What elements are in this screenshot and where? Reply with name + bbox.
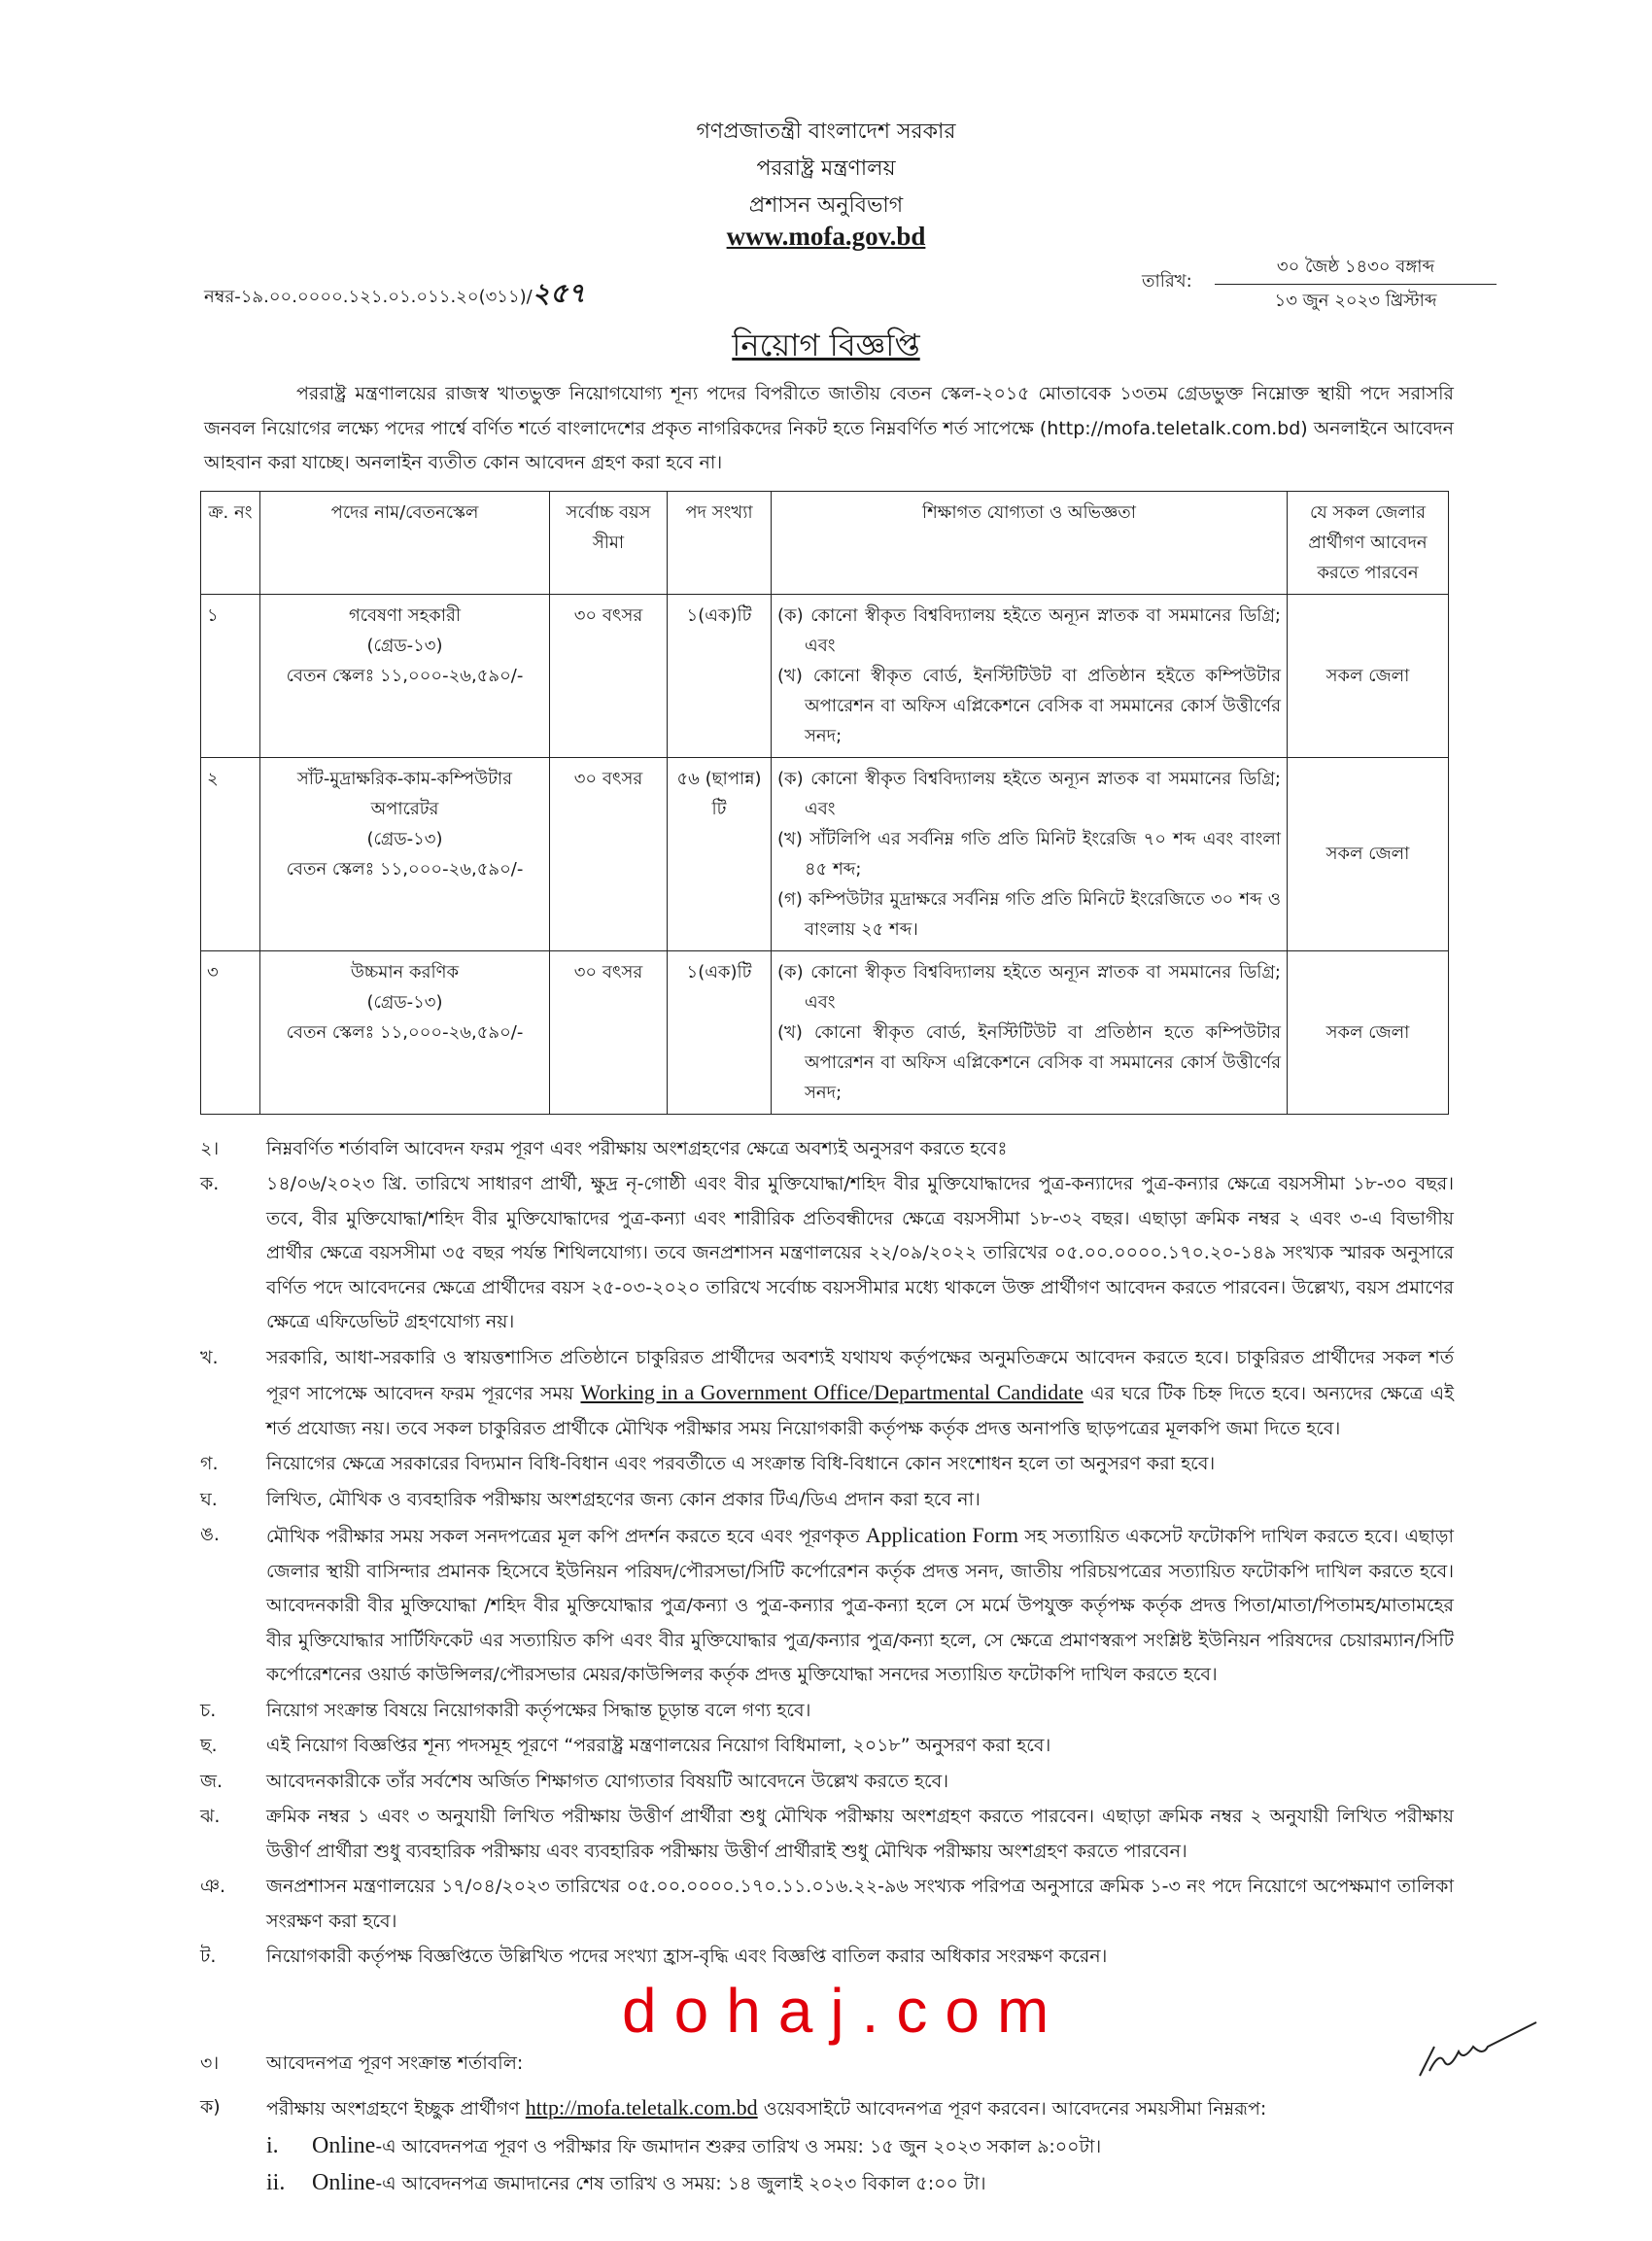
memo-number <box>204 272 585 318</box>
condition-label: ঞ. <box>200 1876 226 1897</box>
row-age: ৩০ বৎসর <box>550 950 668 1114</box>
qualification-item: (খ) কোনো স্বীকৃত বোর্ড, ইনস্টিটিউট বা প্রতিষ্ঠান হতে কম্পিউটার অপারেশন বা অফিস এপ্লিকেশনে বেসিক বা সমমানের কোর্স উত্তীর্ণের সনদ; <box>777 1021 1281 1103</box>
qualification-item: (খ) কোনো স্বীকৃত বোর্ড, ইনস্টিটিউট বা প্রতিষ্ঠান হইতে কম্পিউটার অপারেশন বা অফিস এপ্লিকেশনে বেসিক বা সমমানের কোর্স উত্তীর্ণের সনদ; <box>777 665 1281 746</box>
col-qualification: শিক্ষাগত যোগ্যতা ও অভিজ্ঞতা <box>772 491 1288 594</box>
qualification-item: (ক) কোনো স্বীকৃত বিশ্ববিদ্যালয় হইতে অন্যূন স্নাতক বা সমমানের ডিগ্রি; এবং <box>777 604 1281 656</box>
document-body <box>200 377 1454 2241</box>
row-age: ৩০ বৎসর <box>550 757 668 950</box>
row-qualification <box>772 757 1288 950</box>
col-age: সর্বোচ্চ বয়স সীমা <box>550 491 668 594</box>
condition-item <box>200 1447 1454 1482</box>
qualification-item: (ক) কোনো স্বীকৃত বিশ্ববিদ্যালয় হইতে অন্যূন স্নাতক বা সমমানের ডিগ্রি; এবং <box>777 768 1281 819</box>
col-serial: ক্র. নং <box>201 491 260 594</box>
condition-item <box>200 1518 1454 1693</box>
post-name: সাঁট-মুদ্রাক্ষরিক-কাম-কম্পিউটার অপারেটর <box>296 768 513 819</box>
condition-text: এর ঘরে টিক চিহ্ন দিতে হবে। অন্যদের ক্ষেত্রে এই শর্ত প্রযোজ্য নয়। তবে সকল চাকুরিরত প্রার্থীকে মৌখিক পরীক্ষার সময় নিয়োগকারী কর্তৃপক্ষ কর্তৃক প্রদত্ত অনাপত্তি ছাড়পত্রের মূলকপি জমা দিতে হবে। <box>266 1383 1455 1439</box>
row-districts: সকল জেলা <box>1288 757 1449 950</box>
condition-item <box>200 1729 1454 1764</box>
memo-number-text: নম্বর-১৯.০০.০০০০.১২১.০১.০১১.২০(৩১১)/ <box>204 287 533 307</box>
application-text: পরীক্ষায় অংশগ্রহণে ইচ্ছুক প্রার্থীগণ <box>266 2098 526 2120</box>
schedule-end <box>312 2165 1454 2202</box>
page-title: নিয়োগ বিজ্ঞপ্তি <box>732 327 920 363</box>
col-count: পদ সংখ্যা <box>668 491 772 594</box>
row-districts: সকল জেলা <box>1288 594 1449 757</box>
condition-text: সহ সত্যায়িত একসেট ফটোকপি দাখিল করতে হবে। এছাড়া জেলার স্থায়ী বাসিন্দার প্রমানক হিসেবে ইউনিয়ন পরিষদ/পৌরসভা/সিটি কর্পোরেশন কর্তৃক প্রদত্ত সনদ, জাতীয় পরিচয়পত্রের সত্যায়িত ফটোকপি দাখিল করতে হবে। আবেদনকারী বীর মুক্তিযোদ্ধা /শহিদ বীর মুক্তিযোদ্ধার পুত্র/কন্যা ও পুত্র-কন্যার পুত্র-কন্যা হলে সে মর্মে উপযুক্ত কর্তৃপক্ষ কর্তৃক প্রদত্ত পিতা/মাতা/পিতামহ/মাতামহের বীর মুক্তিযোদ্ধার সার্টিফিকেট এর সত্যায়িত কপি এবং বীর মুক্তিযোদ্ধার পুত্র/কন্যার পুত্র/কন্যা হলে, সে ক্ষেত্রে প্রমাণস্বরূপ সংশ্লিষ্ট ইউনিয়ন পরিষদের চেয়ারম্যান/সিটি কর্পোরেশনের ওয়ার্ড কাউন্সিলর/পৌরসভার মেয়র/কাউন্সিলর কর্তৃক প্রদত্ত মুক্তিযোদ্ধা সনদের সত্যায়িত ফটোকপি দাখিল করতে হবে। <box>266 1526 1454 1685</box>
condition-authority-rights: নিয়োগকারী কর্তৃপক্ষ বিজ্ঞপ্তিতে উল্লিখিত পদের সংখ্যা হ্রাস-বৃদ্ধি এবং বিজ্ঞপ্তি বাতিল করার অধিকার সংরক্ষণ করেন। <box>266 1946 1108 1967</box>
condition-documents <box>266 1518 1454 1693</box>
header-division: প্রশাসন অনুবিভাগ <box>748 193 904 218</box>
table-row <box>201 757 1449 950</box>
schedule-text: -এ আবেদনপত্র জমাদানের শেষ তারিখ ও সময়: ১৪ জুলাই ২০২৩ বিকাল ৫:০০ টা। <box>375 2172 986 2194</box>
watermark: dohaj.com <box>622 1975 1067 2046</box>
condition-item <box>200 1167 1454 1340</box>
post-grade: (গ্রেড-১৩) <box>366 635 443 656</box>
watermark-row <box>200 1977 1454 2045</box>
condition-label: জ. <box>200 1770 224 1792</box>
condition-item <box>200 1483 1454 1518</box>
post-scale: বেতন স্কেলঃ ১১,০০০-২৬,৫৯০/- <box>286 665 524 686</box>
condition-label: ক. <box>200 1173 220 1194</box>
row-qualification <box>772 950 1288 1114</box>
condition-label: গ. <box>200 1453 219 1474</box>
qualification-item: (খ) সাঁটলিপি এর সর্বনিম্ন গতি প্রতি মিনিট ইংরেজি ৭০ শব্দ এবং বাংলা ৪৫ শব্দ; <box>777 828 1281 879</box>
condition-text: মৌখিক পরীক্ষার সময় সকল সনদপত্রের মূল কপি প্রদর্শন করতে হবে এবং পূরণকৃত <box>266 1526 866 1547</box>
memo-number-handwritten: ২৫৭ <box>532 277 586 309</box>
date-label: তারিখ: <box>1142 271 1192 292</box>
date-bangla: ৩০ জৈষ্ঠ ১৪৩০ বঙ্গাব্দ <box>1215 251 1497 285</box>
schedule-start <box>312 2128 1454 2165</box>
post-grade: (গ্রেড-১৩) <box>366 828 443 849</box>
row-post <box>260 757 550 950</box>
condition-waiting-list: জনপ্রশাসন মন্ত্রণালয়ের ১৭/০৪/২০২৩ তারিখের ০৫.০০.০০০০.১৭০.১১.০১৬.২২-৯৬ সংখ্যক পরিপত্র অনুসারে ক্রমিক ১-৩ নং পদে নিয়োগে অপেক্ষমাণ তালিকা সংরক্ষণ করা হবে। <box>266 1876 1454 1932</box>
row-count: ১(এক)টি <box>668 594 772 757</box>
condition-item <box>200 1694 1454 1729</box>
condition-item <box>200 1940 1454 1975</box>
schedule-text: -এ আবেদনপত্র পূরণ ও পরীক্ষার ফি জমাদান শুরুর তারিখ ও সময়: ১৫ জুন ২০২৩ সকাল ৯:০০টা। <box>375 2135 1102 2157</box>
application-item-row <box>200 2090 1454 2127</box>
condition-final-decision: নিয়োগ সংক্রান্ত বিষয়ে নিয়োগকারী কর্তৃপক্ষের সিদ্ধান্ত চূড়ান্ত বলে গণ্য হবে। <box>266 1699 811 1721</box>
online-text: Online <box>312 2132 376 2158</box>
teletalk-link[interactable]: http://mofa.teletalk.com.bd <box>525 2095 758 2120</box>
condition-label: ঙ. <box>200 1524 220 1545</box>
conditions-heading: নিম্নবর্ণিত শর্তাবলি আবেদন ফরম পূরণ এবং পরীক্ষায় অংশগ্রহণের ক্ষেত্রে অবশ্যই অনুসরণ করতে হবেঃ <box>266 1137 1008 1159</box>
row-post <box>260 594 550 757</box>
condition-label: খ. <box>200 1346 219 1368</box>
condition-employed <box>266 1341 1454 1447</box>
header-government: গণপ্রজাতন্ত্রী বাংলাদেশ সরকার <box>696 120 956 144</box>
row-age: ৩০ বৎসর <box>550 594 668 757</box>
condition-qualification-mention: আবেদনকারীকে তাঁর সর্বশেষ অর্জিত শিক্ষাগত যোগ্যতার বিষয়টি আবেদনে উল্লেখ করতে হবে। <box>266 1770 949 1792</box>
schedule-start-row <box>266 2128 1454 2165</box>
post-scale: বেতন স্কেলঃ ১১,০০০-২৬,৫৯০/- <box>286 1021 524 1043</box>
condition-item <box>200 1765 1454 1800</box>
application-section <box>200 2047 1454 2202</box>
condition-exams: ক্রমিক নম্বর ১ এবং ৩ অনুযায়ী লিখিত পরীক্ষায় উত্তীর্ণ প্রার্থীরা শুধু মৌখিক পরীক্ষায় অংশগ্রহণ করতে পারবেন। এছাড়া ক্রমিক নম্বর ২ অনুযায়ী লিখিত পরীক্ষায় উত্তীর্ণ প্রার্থীরা শুধু ব্যবহারিক পরীক্ষায় এবং ব্যবহারিক পরীক্ষায় উত্তীর্ণ প্রার্থীরাই শুধু মৌখিক পরীক্ষায় অংশগ্রহণ করতে পারবেন। <box>266 1806 1454 1862</box>
row-serial: ৩ <box>201 950 260 1114</box>
condition-item <box>200 1341 1454 1447</box>
row-count: ১(এক)টি <box>668 950 772 1114</box>
row-post <box>260 950 550 1114</box>
col-post: পদের নাম/বেতনস্কেল <box>260 491 550 594</box>
condition-rules: নিয়োগের ক্ষেত্রে সরকারের বিদ্যমান বিধি-বিধান এবং পরবর্তীতে এ সংক্রান্ত বিধি-বিধানে কোন সংশোধন হলে তা অনুসরণ করা হবে। <box>266 1453 1216 1474</box>
intro-paragraph: পররাষ্ট্র মন্ত্রণালয়ের রাজস্ব খাতভুক্ত নিয়োগযোগ্য শূন্য পদের বিপরীতে জাতীয় বেতন স্কেল-২০১৫ মোতাবেক ১৩তম গ্রেডভুক্ত নিম্নোক্ত স্থায়ী পদে সরাসরি জনবল নিয়োগের লক্ষ্যে পদের পার্শ্বে বর্ণিত শর্তে বাংলাদেশের প্রকৃত নাগরিকদের নিকট হতে নিম্নবর্ণিত শর্ত সাপেক্ষে (http://mofa.teletalk.com.bd) অনলাইনে আবেদন আহবান করা যাচ্ছে। অনলাইন ব্যতীত কোন আবেদন গ্রহণ করা হবে না। <box>204 383 1454 473</box>
schedule-end-row <box>266 2165 1454 2202</box>
departmental-candidate-option: Working in a Government Office/Departmental Candidate <box>580 1380 1084 1404</box>
application-text: ওয়েবসাইটে আবেদনপত্র পূরণ করবেন। আবেদনের সময়সীমা নিম্নরূপ: <box>757 2098 1267 2120</box>
condition-label: ট. <box>200 1946 217 1967</box>
date-english: ১৩ জুন ২০২৩ খ্রিস্টাব্দ <box>1274 291 1437 311</box>
application-form-text: Application Form <box>865 1523 1019 1547</box>
website-link[interactable]: www.mofa.gov.bd <box>726 222 926 251</box>
col-districts: যে সকল জেলার প্রার্থীগণ আবেদন করতে পারবেন <box>1288 491 1449 594</box>
online-text: Online <box>312 2169 376 2195</box>
row-serial: ১ <box>201 594 260 757</box>
condition-item <box>200 1800 1454 1869</box>
condition-text: সরকারি, আধা-সরকারি ও স্বায়ত্তশাসিত প্রতিষ্ঠানে চাকুরিরত প্রার্থীদের অবশ্যই যথাযথ কর্তৃপক্ষের অনুমতিক্রমে আবেদন করতে হবে। চাকুরিরত প্রার্থীদের সকল শর্ত পূরণ সাপেক্ষে আবেদন ফরম পূরণের সময় <box>266 1346 1454 1404</box>
schedule-label: i. <box>266 2132 279 2158</box>
application-item <box>266 2090 1454 2127</box>
conditions-label: ২। <box>200 1137 220 1159</box>
signature <box>1415 2017 1541 2086</box>
row-count: ৫৬ (ছাপান্ন) টি <box>668 757 772 950</box>
conditions-heading-row <box>200 1132 1454 1167</box>
application-label: ৩। <box>200 2051 220 2074</box>
post-name: গবেষণা সহকারী <box>348 604 461 626</box>
row-districts: সকল জেলা <box>1288 950 1449 1114</box>
condition-label: ঝ. <box>200 1806 221 1827</box>
qualification-item: (ক) কোনো স্বীকৃত বিশ্ববিদ্যালয় হইতে অন্যূন স্নাতক বা সমমানের ডিগ্রি; এবং <box>777 961 1281 1013</box>
row-serial: ২ <box>201 757 260 950</box>
condition-item <box>200 1870 1454 1939</box>
table-row <box>201 594 1449 757</box>
post-scale: বেতন স্কেলঃ ১১,০০০-২৬,৫৯০/- <box>286 858 524 879</box>
condition-label: ছ. <box>200 1735 218 1756</box>
post-name: উচ্চমান করণিক <box>350 961 460 983</box>
post-grade: (গ্রেড-১৩) <box>366 991 443 1013</box>
date-block <box>1215 251 1497 318</box>
application-item-label: ক) <box>200 2096 221 2118</box>
table-row <box>201 950 1449 1114</box>
condition-label: চ. <box>200 1699 217 1721</box>
application-heading: আবেদনপত্র পূরণ সংক্রান্ত শর্তাবলি: <box>266 2051 524 2074</box>
condition-rules-2018: এই নিয়োগ বিজ্ঞপ্তির শূন্য পদসমূহ পূরণে “পররাষ্ট্র মন্ত্রণালয়ের নিয়োগ বিধিমালা, ২০১৮” অনুসরণ করা হবে। <box>266 1735 1051 1756</box>
condition-age: ১৪/০৬/২০২৩ খ্রি. তারিখে সাধারণ প্রার্থী, ক্ষুদ্র নৃ-গোষ্ঠী এবং বীর মুক্তিযোদ্ধা/শহিদ বীর মুক্তিযোদ্ধাদের পুত্র-কন্যাদের পুত্র-কন্যার ক্ষেত্রে বয়সসীমা ১৮-৩০ বছর। তবে, বীর মুক্তিযোদ্ধা/শহিদ বীর মুক্তিযোদ্ধাদের পুত্র-কন্যা এবং শারীরিক প্রতিবন্ধীদের ক্ষেত্রে বয়সসীমা ১৮-৩২ বছর। এছাড়া ক্রমিক নম্বর ২ এবং ৩-এ বিভাগীয় প্রার্থীর ক্ষেত্রে বয়সসীমা ৩৫ বছর পর্যন্ত শিথিলযোগ্য। তবে জনপ্রশাসন মন্ত্রণালয়ের ২২/০৯/২০২২ তারিখের ০৫.০০.০০০০.১৭০.২০-১৪৯ সংখ্যক স্মারক অনুসারে বর্ণিত পদে আবেদনের ক্ষেত্রে প্রার্থীদের বয়স ২৫-০৩-২০২০ তারিখে সর্বোচ্চ বয়সসীমার মধ্যে থাকলে উক্ত প্রার্থীগণ আবেদন করতে পারবেন। উল্লেখ্য, বয়স প্রমাণের ক্ষেত্রে এফিডেভিট গ্রহণযোগ্য নয়। <box>266 1173 1454 1332</box>
condition-label: ঘ. <box>200 1488 218 1510</box>
table-header-row <box>201 491 1449 594</box>
row-qualification <box>772 594 1288 757</box>
schedule-label: ii. <box>266 2169 286 2195</box>
condition-ta-da: লিখিত, মৌখিক ও ব্যবহারিক পরীক্ষায় অংশগ্রহণের জন্য কোন প্রকার টিএ/ডিএ প্রদান করা হবে না। <box>266 1488 981 1510</box>
qualification-item: (গ) কম্পিউটার মুদ্রাক্ষরে সর্বনিম্ন গতি প্রতি মিনিটে ইংরেজিতে ৩০ শব্দ ও বাংলায় ২৫ শব্দ। <box>777 888 1281 940</box>
header-ministry: পররাষ্ট্র মন্ত্রণালয় <box>756 156 896 181</box>
vacancy-table <box>200 491 1449 1115</box>
application-heading-row <box>200 2047 1454 2082</box>
